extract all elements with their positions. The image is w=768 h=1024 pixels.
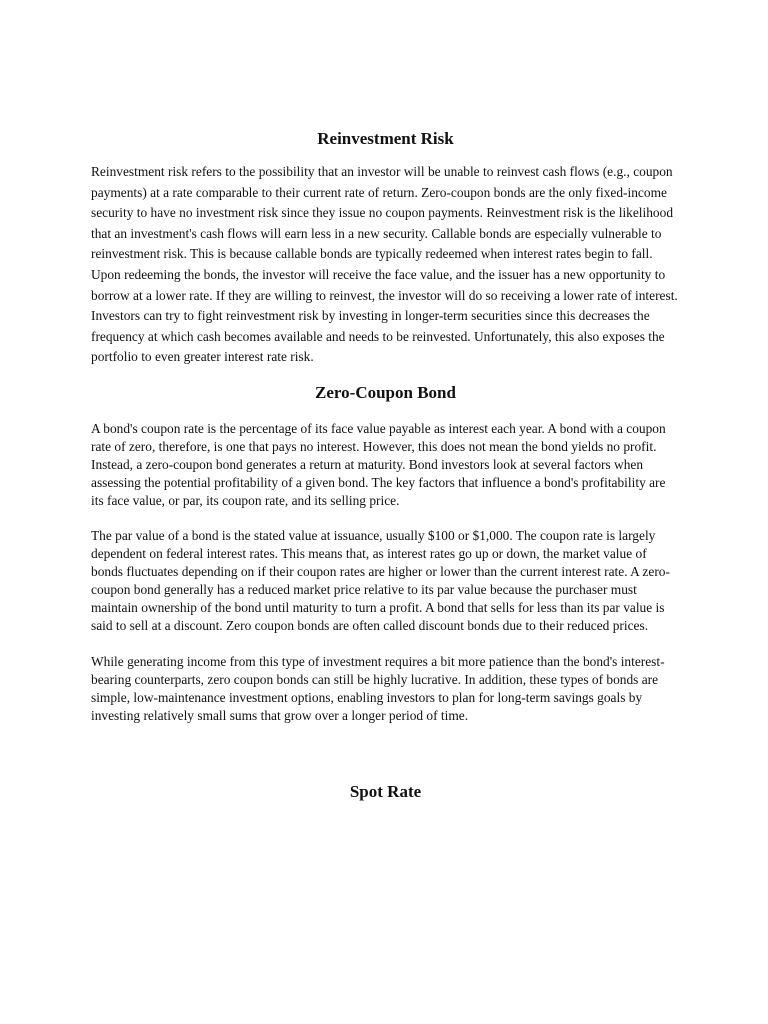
paragraph-gap xyxy=(91,635,680,653)
paragraph-reinvestment-risk: Reinvestment risk refers to the possibility that an investor will be unable to reinvest cash flows (e.g., coupon payments) at a rate comparable to their current rate of return. Zero-coupon bonds are the only fixed-income security to have no investment risk since they issue no coupon payments. Reinvestment risk is the likelihood that an investment's cash flows will earn less in a new security. Callable bonds are especially vulnerable to reinvestment risk. This is because callable bonds are typically redeemed when interest rates begin to fall. Upon redeeming the bonds, the investor will receive the face value, and the issuer has a new opportunity to borrow at a lower rate. If they are willing to reinvest, the investor will do so receiving a lower rate of interest. Investors can try to fight reinvestment risk by investing in longer-term securities since this decreases the frequency at which cash becomes available and needs to be reinvested. Unfortunately, this also exposes the portfolio to even greater interest rate risk. xyxy=(91,164,678,365)
paragraph-zero-coupon-2: The par value of a bond is the stated value at issuance, usually $100 or $1,000. The coupon rate is largely dependent on federal interest rates. This means that, as interest rates go up or down, the market value of bonds fluctuates depending on if their coupon rates are higher or lower than the current interest rate. A zero-coupon bond generally has a reduced market price relative to its par value because the purchaser must maintain ownership of the bond until maturity to turn a profit. A bond that sells for less than its par value is said to sell at a discount. Zero coupon bonds are often called discount bonds due to their reduced prices. xyxy=(91,528,670,633)
paragraph-gap xyxy=(91,509,680,527)
paragraph-zero-coupon-1: A bond's coupon rate is the percentage of its face value payable as interest each year. A bond with a coupon rate of zero, therefore, is one that pays no interest. However, this does not mean the bond yields no profit. Instead, a zero-coupon bond generates a return at maturity. Bond investors look at several factors when assessing the potential profitability of a given bond. The key factors that influence a bond's profitability are its face value, or par, its coupon rate, and its selling price. xyxy=(91,420,666,508)
heading-zero-coupon-bond: Zero-Coupon Bond xyxy=(315,382,456,402)
paragraph-zero-coupon-3: While generating income from this type of investment requires a bit more patience than the bond's interest-bearing counterparts, zero coupon bonds can still be highly lucrative. In addition, these types of bonds are simple, low-maintenance investment options, enabling investors to plan for long-term savings goals by investing relatively small sums that grow over a longer period of time. xyxy=(91,653,665,723)
heading-reinvestment-risk: Reinvestment Risk xyxy=(317,129,454,148)
document-body xyxy=(91,126,680,805)
heading-spot-rate: Spot Rate xyxy=(349,781,422,801)
